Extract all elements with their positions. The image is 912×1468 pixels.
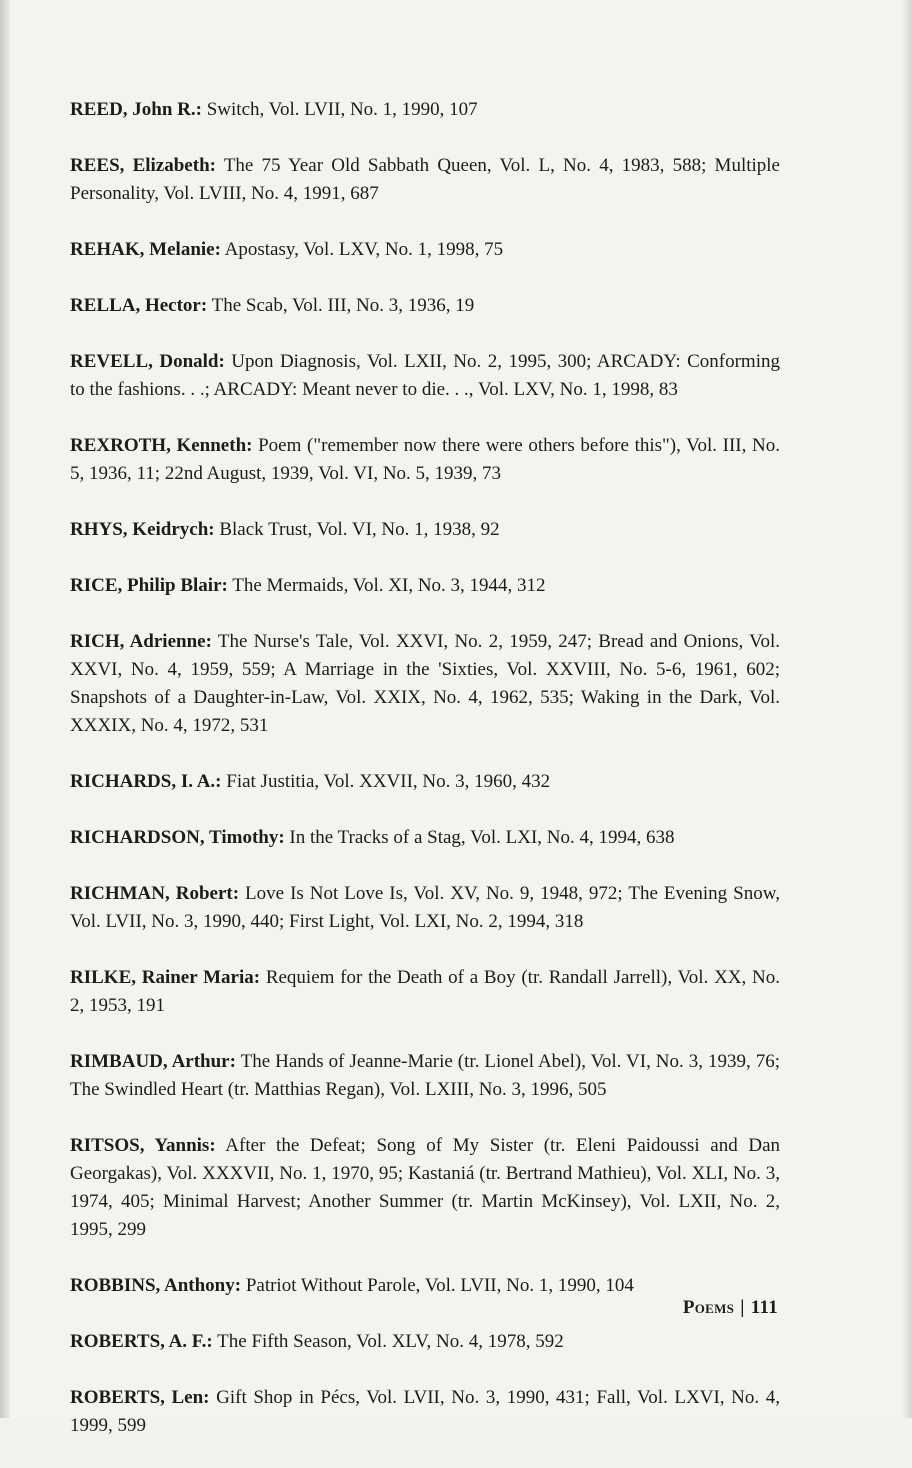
author-name: RITSOS, Yannis: [70,1135,216,1156]
index-entry [70,1384,780,1440]
entry-citations: In the Tracks of a Stag, Vol. LXI, No. 4, 1994, 638 [284,827,675,848]
entry-citations: Requiem for the Death of a Boy (tr. Randall Jarrell), Vol. XX, No. 2, 1953, 191 [70,967,780,1016]
author-name: RICHMAN, Robert: [70,883,240,904]
index-entry [70,628,780,740]
author-name: REVELL, Donald: [70,351,225,372]
entry-citations: The Nurse's Tale, Vol. XXVI, No. 2, 1959, 247; Bread and Onions, Vol. XXVI, No. 4, 1959, 559; A Marriage in the 'Sixties, Vol. XXVIII, No. 5-6, 1961, 602; Snapshots of a Daughter-in-Law, Vol. XXIX, No. 4, 1962, 535; Waking in the Dark, Vol. XXXIX, No. 4, 1972, 531 [70,631,780,736]
index-entry [70,768,780,796]
entry-citations: The Mermaids, Vol. XI, No. 3, 1944, 312 [227,575,546,596]
page-outer-edge [902,0,912,1418]
page-binding-edge [0,0,10,1418]
section-title: Poems [682,1297,735,1318]
entry-citations: Black Trust, Vol. VI, No. 1, 1938, 92 [214,519,500,540]
author-name: RICH, Adrienne: [70,631,212,652]
index-entry [70,1272,780,1300]
author-name: REED, John R.: [70,99,202,120]
index-entry [70,880,780,936]
entry-citations: Upon Diagnosis, Vol. LXII, No. 2, 1995, 300; ARCADY: Conforming to the fashions. . .; ARCADY: Meant never to die. . ., Vol. LXV, No. 1, 1998, 83 [70,351,780,400]
entry-citations: After the Defeat; Song of My Sister (tr. Eleni Paidoussi and Dan Georgakas), Vol. XXXVII, No. 1, 1970, 95; Kastaniá (tr. Bertrand Mathieu), Vol. XLI, No. 3, 1974, 405; Minimal Harvest; Another Summer (tr. Martin McKinsey), Vol. LXII, No. 2, 1995, 299 [70,1135,781,1240]
entry-citations: Love Is Not Love Is, Vol. XV, No. 9, 1948, 972; The Evening Snow, Vol. LVII, No. 3, 1990, 440; First Light, Vol. LXI, No. 2, 1994, 318 [70,883,780,932]
entry-citations: The Scab, Vol. III, No. 3, 1936, 19 [207,295,475,316]
entry-citations: Gift Shop in Pécs, Vol. LVII, No. 3, 1990, 431; Fall, Vol. LXVI, No. 4, 1999, 599 [70,1387,780,1436]
author-name: REES, Elizabeth: [70,155,216,176]
entry-citations: Switch, Vol. LVII, No. 1, 1990, 107 [201,99,478,120]
author-name: RHYS, Keidrych: [70,519,215,540]
author-name: RILKE, Rainer Maria: [70,967,261,988]
index-entry [70,1132,780,1244]
footer-separator: | [740,1297,745,1318]
entry-citations: The Hands of Jeanne-Marie (tr. Lionel Abel), Vol. VI, No. 3, 1939, 76; The Swindled Heart (tr. Matthias Regan), Vol. LXIII, No. 3, 1996, 505 [70,1051,780,1100]
author-name: REXROTH, Kenneth: [70,435,253,456]
entry-citations: Fiat Justitia, Vol. XXVII, No. 3, 1960, 432 [221,771,551,792]
author-name: RICHARDS, I. A.: [70,771,222,792]
page-number: 111 [750,1297,778,1318]
entry-citations: Patriot Without Parole, Vol. LVII, No. 1, 1990, 104 [241,1275,634,1296]
index-entry [70,824,780,852]
author-name: ROBBINS, Anthony: [70,1275,242,1296]
index-entry [70,348,780,404]
index-entry [70,1048,780,1104]
index-entry [70,152,780,208]
author-name: RIMBAUD, Arthur: [70,1051,236,1072]
author-name: ROBERTS, Len: [70,1387,210,1408]
page-footer [683,1297,778,1319]
index-entry [70,572,780,600]
author-index-entries [70,96,780,1468]
entry-citations: The Fifth Season, Vol. XLV, No. 4, 1978, 592 [212,1331,564,1352]
index-entry [70,432,780,488]
author-name: RICE, Philip Blair: [70,575,228,596]
author-name: RELLA, Hector: [70,295,208,316]
index-entry [70,964,780,1020]
author-name: RICHARDSON, Timothy: [70,827,285,848]
entry-citations: Poem ("remember now there were others before this"), Vol. III, No. 5, 1936, 11; 22nd August, 1939, Vol. VI, No. 5, 1939, 73 [70,435,780,484]
index-entry [70,96,780,124]
entry-citations: The 75 Year Old Sabbath Queen, Vol. L, No. 4, 1983, 588; Multiple Personality, Vol. LVIII, No. 4, 1991, 687 [70,155,780,204]
entry-citations: Apostasy, Vol. LXV, No. 1, 1998, 75 [220,239,504,260]
index-entry [70,1328,780,1356]
author-name: ROBERTS, A. F.: [70,1331,213,1352]
author-name: REHAK, Melanie: [70,239,221,260]
index-entry [70,516,780,544]
index-entry [70,236,780,264]
index-entry [70,292,780,320]
